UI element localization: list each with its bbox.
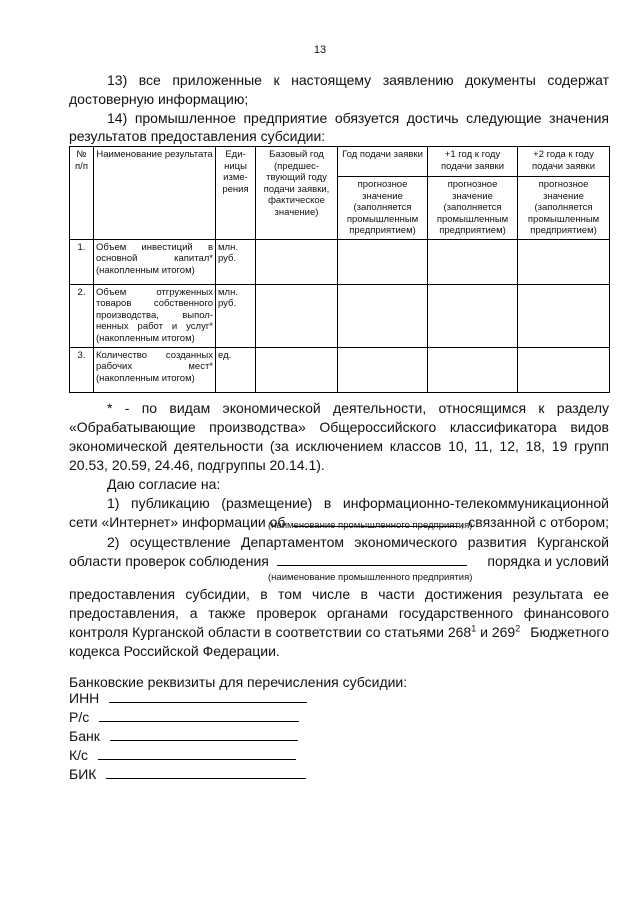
footnote-line-3: экономической деятельности (за исключением классов 10, 11, 12, 18, 19 групп (69, 438, 609, 454)
bank-field-label: БИК (69, 766, 97, 782)
consent-2-text-5b: и 269 (476, 624, 516, 640)
bank-field-account (69, 709, 299, 726)
caption-enterprise-name-1: (наименование промышленного предприятия) (268, 520, 473, 531)
table-row (70, 284, 610, 347)
row-unit: млн. руб. (216, 284, 256, 347)
cell-empty (518, 284, 610, 347)
row-num: 3. (70, 347, 94, 392)
footnote-line-4: 20.53, 20.59, 24.46, подгруппы 20.14.1). (69, 457, 325, 473)
row-name: Объем отгруженных товаров собственного производства, выпол-ненных работ и услуг* (накопленным итогом) (94, 284, 216, 347)
bank-input-line[interactable] (110, 728, 298, 741)
bank-field-bank (69, 728, 298, 745)
consent-2-line-5 (69, 624, 609, 641)
bank-field-inn (69, 690, 307, 707)
header-year-1: +1 год к году подачи заявки (428, 147, 518, 177)
table-row (70, 239, 610, 284)
cell-empty (518, 347, 610, 392)
row-unit: ед. (216, 347, 256, 392)
consent-2-line-4: предоставления, а также проверок органами государственного финансового (69, 605, 609, 621)
consent-2-line-1: 2) осуществление Департаментом экономического развития Курганской (107, 534, 609, 550)
superscript-1: 1 (471, 623, 477, 634)
header-forecast-0: прогнозное значение (заполняется промышленным предприятием) (338, 177, 428, 240)
consent-2-text-a: области проверок соблюдения (69, 553, 269, 569)
consent-1-text-a: сети «Интернет» информации об (69, 514, 286, 530)
consent-1-line-1: 1) публикацию (размещение) в информационно-телекоммуникационной (107, 495, 609, 511)
row-num: 1. (70, 239, 94, 284)
bank-field-label: Р/с (69, 709, 90, 725)
cell-empty (338, 284, 428, 347)
cell-empty (338, 239, 428, 284)
cell-empty (428, 347, 518, 392)
footnote-line-1: * - по видам экономической деятельности, относящимся к разделу (107, 400, 609, 416)
bank-field-bik (69, 766, 306, 783)
enterprise-name-field-2[interactable] (277, 553, 467, 566)
bank-field-label: ИНН (69, 690, 100, 706)
paragraph-13: 13) все приложенные к настоящему заявлению документы содержат (107, 72, 609, 88)
header-unit: Еди-ницы изме-рения (216, 147, 256, 240)
bik-input-line[interactable] (106, 766, 306, 779)
cell-empty (338, 347, 428, 392)
account-input-line[interactable] (99, 709, 299, 722)
paragraph-13-cont: достоверную информацию; (69, 91, 249, 107)
row-unit: млн. руб. (216, 239, 256, 284)
bank-field-corr-account (69, 747, 296, 764)
cell-empty (256, 284, 338, 347)
superscript-2: 2 (515, 623, 521, 634)
cell-empty (256, 347, 338, 392)
cell-empty (518, 239, 610, 284)
consent-2-text-5a-main: контроля Курганской области в соответствии со статьями 268 (69, 624, 472, 640)
consent-1-text-b: , связанной с отбором; (460, 514, 609, 530)
header-base-year: Базовый год (предшес-твующий году подачи заявки, фактическое значение) (256, 147, 338, 240)
page-number: 13 (313, 44, 327, 56)
corr-account-input-line[interactable] (98, 747, 296, 760)
row-name: Количество созданных рабочих мест* (накопленным итогом) (94, 347, 216, 392)
consent-2-text-5a (69, 624, 520, 641)
bank-field-label: Банк (69, 728, 100, 744)
consent-2-text-5c: Бюджетного (530, 624, 609, 640)
inn-input-line[interactable] (109, 690, 307, 703)
footnote-line-2: «Обрабатывающие производства» Общероссийского классификатора видов (69, 419, 609, 435)
paragraph-14-cont: результатов предоставления субсидии: (69, 128, 326, 144)
cell-empty (428, 239, 518, 284)
header-name: Наименование результата (94, 147, 216, 240)
consent-2-line-2 (69, 553, 609, 570)
paragraph-14: 14) промышленное предприятие обязуется достичь следующие значения (107, 110, 609, 126)
consent-2-text-b: порядка и условий (487, 553, 609, 569)
bank-field-label: К/с (69, 747, 89, 763)
caption-enterprise-name-2: (наименование промышленного предприятия) (268, 572, 473, 583)
table-row (70, 347, 610, 392)
bank-title: Банковские реквизиты для перечисления субсидии: (69, 674, 408, 690)
cell-empty (428, 284, 518, 347)
header-num: № п/п (70, 147, 94, 240)
results-table (69, 146, 610, 393)
row-name: Объем инвестиций в основной капитал* (накопленным итогом) (94, 239, 216, 284)
header-year-2: +2 года к году подачи заявки (518, 147, 610, 177)
cell-empty (256, 239, 338, 284)
consent-2-line-3: предоставления субсидии, в том числе в части достижения результата ее (69, 586, 609, 602)
consent-2-line-6: кодекса Российской Федерации. (69, 643, 280, 659)
header-year-0: Год подачи заявки (338, 147, 428, 177)
header-forecast-1: прогнозное значение (заполняется промышленным предприятием) (428, 177, 518, 240)
row-num: 2. (70, 284, 94, 347)
consent-title: Даю согласие на: (107, 476, 221, 492)
header-forecast-2: прогнозное значение (заполняется промышленным предприятием) (518, 177, 610, 240)
